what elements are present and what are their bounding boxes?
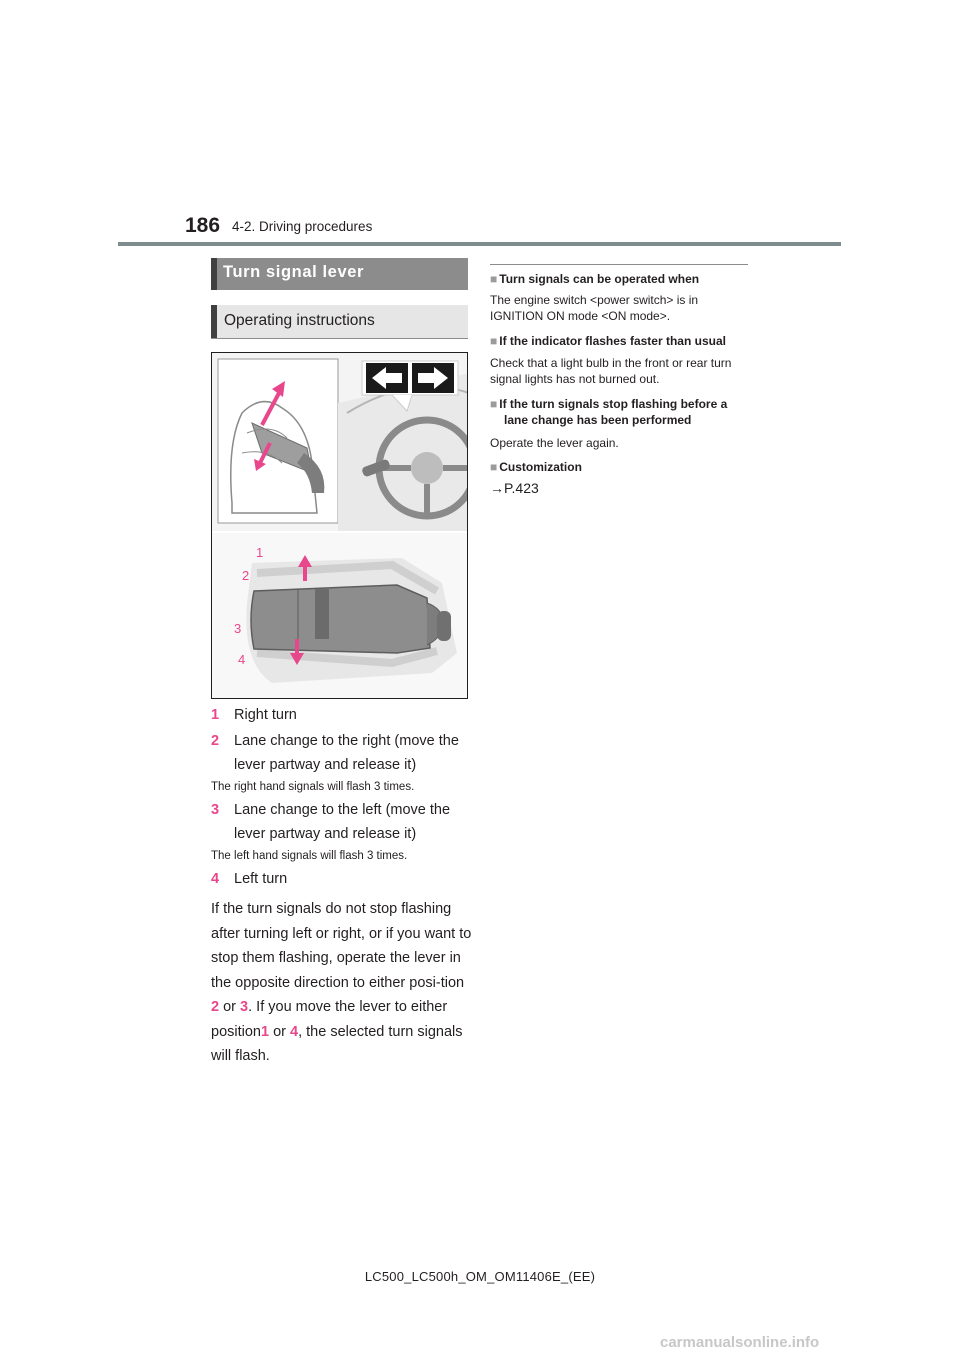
callout-4: 4 <box>238 652 246 667</box>
step-number: 1 <box>211 707 220 723</box>
info-heading <box>490 396 754 428</box>
step-text: Left turn <box>234 871 288 887</box>
header-rule <box>118 242 841 246</box>
body-text: or <box>219 999 241 1015</box>
turn-signal-illustration <box>211 352 468 699</box>
step-3-note: The left hand signals will flash 3 times. <box>211 850 408 862</box>
body-text: or <box>269 1023 291 1040</box>
callout-2: 2 <box>242 568 250 583</box>
body-text: . If you move the lever to either position <box>211 999 448 1040</box>
info-text: Operate the lever again. <box>490 436 619 450</box>
body-text: If the turn signals do not stop flashing after turning left or right, or if you want to stop them flashing, operate the lever in the opposite direction to either posi-tion <box>211 901 472 991</box>
position-ref: 1 <box>260 1023 270 1040</box>
info-heading-text: If the indicator flashes faster than usual <box>499 334 726 348</box>
square-bullet-icon: ■ <box>490 272 498 286</box>
section-title: 4-2. Driving procedures <box>232 219 373 234</box>
footer-code: LC500_LC500h_OM_OM11406E_(EE) <box>364 1269 596 1284</box>
square-bullet-icon: ■ <box>490 397 498 411</box>
step-4 <box>211 867 469 891</box>
info-heading-text: Turn signals can be operated when <box>499 272 700 286</box>
info-text: Check that a light bulb in the front or rear turn signal lights has not burned out. <box>490 356 732 386</box>
step-text: Right turn <box>234 707 297 723</box>
step-text: Lane change to the left (move the lever partway and release it) <box>234 802 451 842</box>
info-heading <box>490 333 752 349</box>
position-ref: 4 <box>290 1023 299 1040</box>
body-text: , the selected turn signals will flash. <box>211 1023 463 1064</box>
subsection-rule <box>211 338 468 339</box>
step-number: 4 <box>211 871 220 887</box>
body-paragraph <box>211 897 473 1069</box>
callout-3: 3 <box>234 621 242 636</box>
step-number: 2 <box>211 733 220 749</box>
callout-1: 1 <box>256 545 264 560</box>
step-2 <box>211 729 469 777</box>
step-1 <box>211 703 469 727</box>
watermark: carmanualsonline.info <box>660 1334 820 1351</box>
step-2-note: The right hand signals will flash 3 times. <box>211 781 415 793</box>
step-3 <box>211 798 469 846</box>
square-bullet-icon: ■ <box>490 460 498 474</box>
square-bullet-icon: ■ <box>490 334 498 348</box>
subsection-heading: Operating instructions <box>211 305 468 338</box>
info-heading <box>490 459 752 475</box>
page-reference: →P.423 <box>490 480 539 496</box>
section-heading: Turn signal lever <box>211 258 468 290</box>
info-heading-text: Customization <box>499 460 582 474</box>
position-ref: 2 <box>211 999 220 1015</box>
position-ref: 3 <box>240 999 249 1015</box>
step-text: Lane change to the right (move the lever partway and release it) <box>234 733 459 773</box>
info-heading <box>490 271 752 287</box>
right-column-rule <box>490 264 748 265</box>
page-number: 186 <box>185 214 221 237</box>
lever-dial <box>315 589 329 639</box>
info-heading-text: If the turn signals stop flashing before a lane change has been performed <box>499 397 728 427</box>
info-text: The engine switch <power switch> is in IGNITION ON mode <ON mode>. <box>490 293 699 323</box>
step-number: 3 <box>211 802 220 818</box>
